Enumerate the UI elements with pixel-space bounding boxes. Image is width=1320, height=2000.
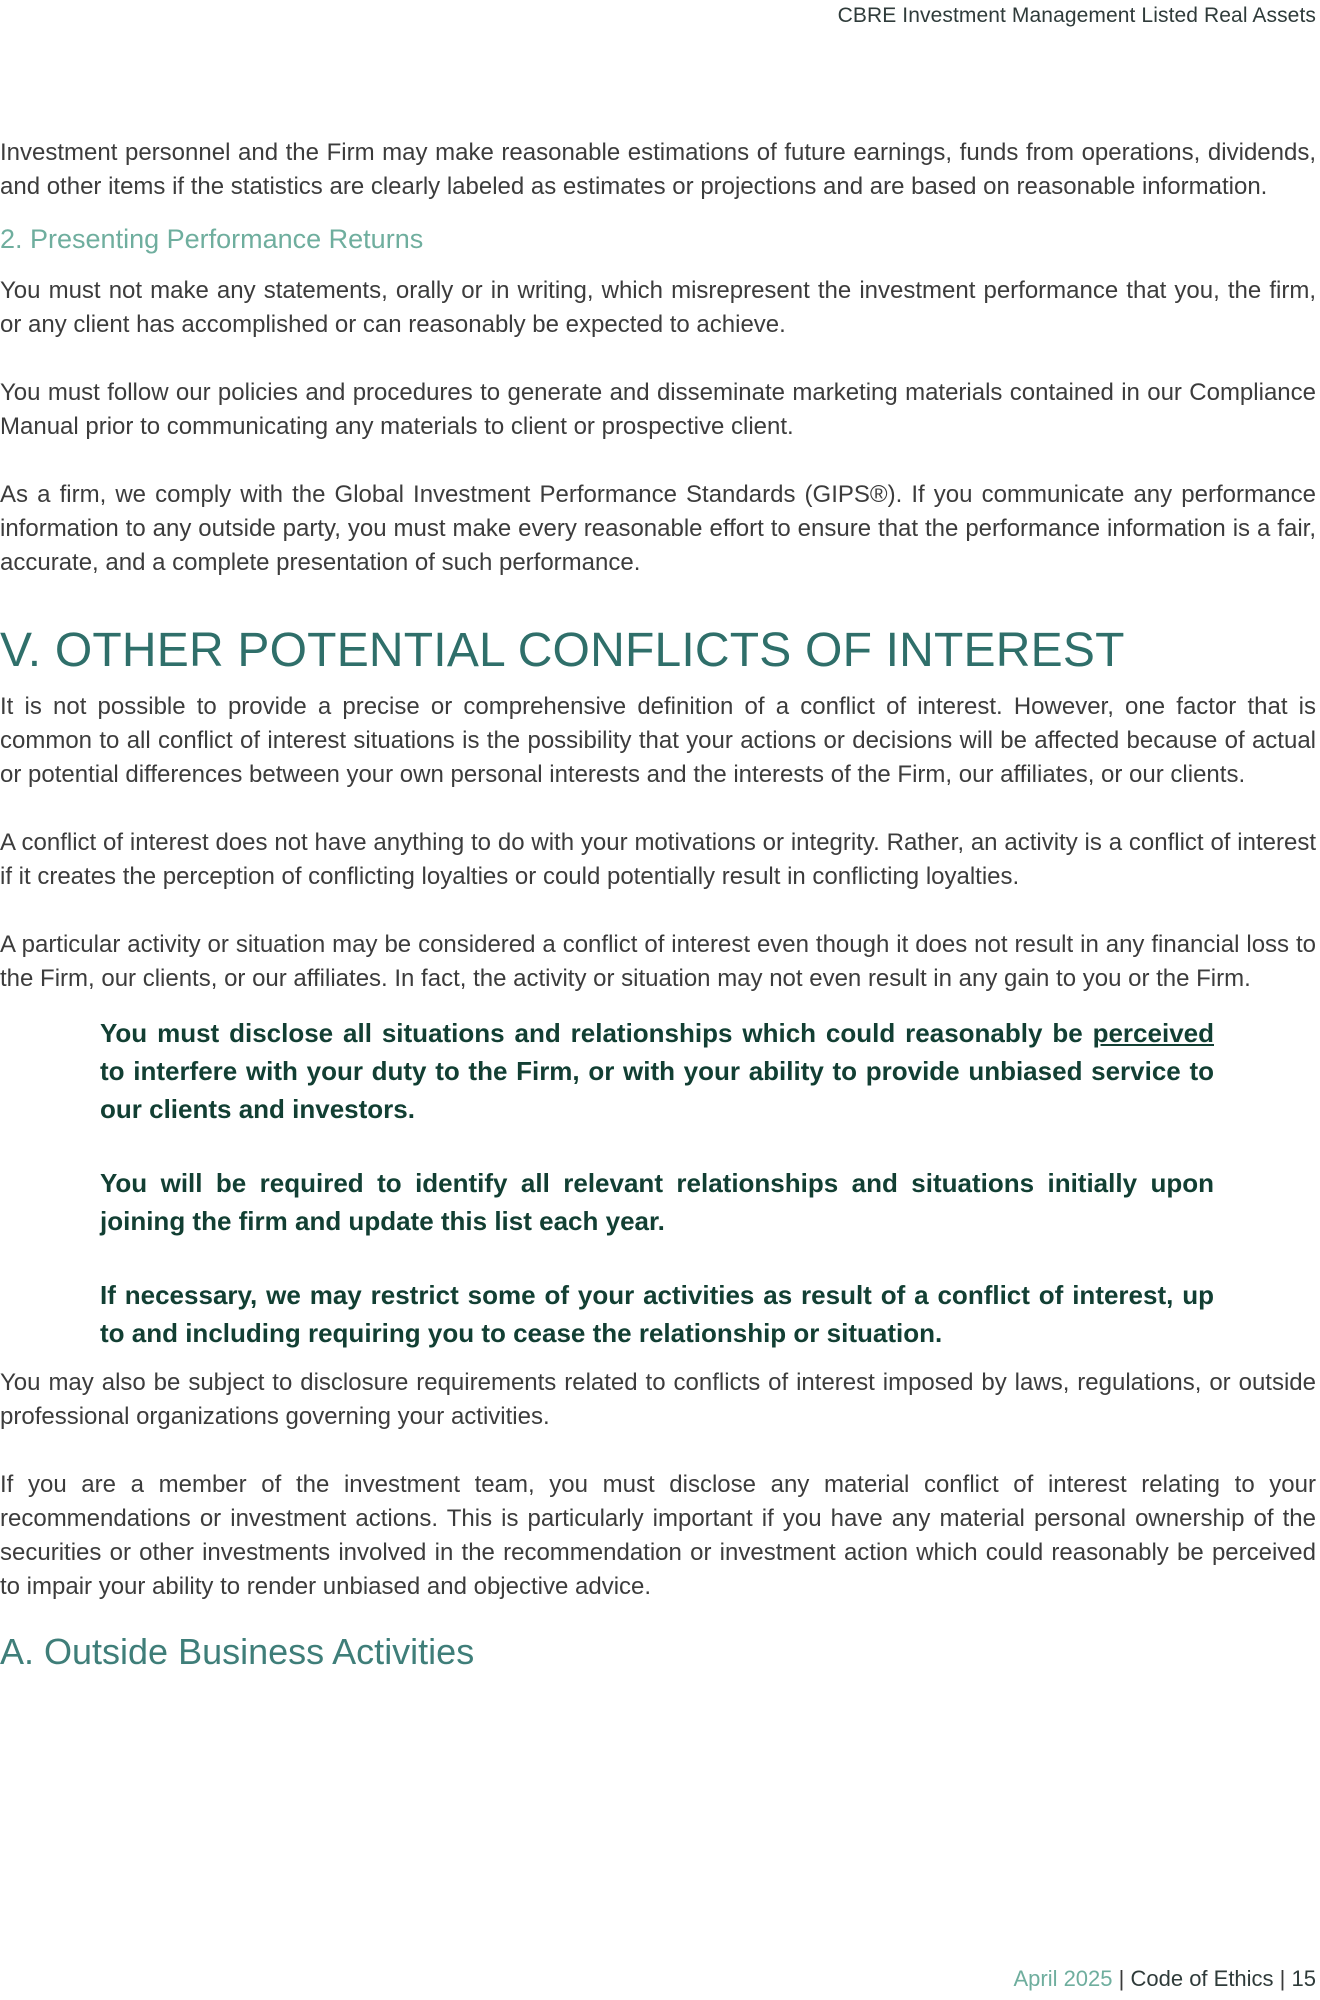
footer-doc-title: Code of Ethics [1130, 1966, 1274, 1991]
performance-paragraph-3: As a firm, we comply with the Global Investment Performance Standards (GIPS®). If you communicate any performance information to any outside party, you must make every reasonable effort to ensure that the performance information is a fair, accurate, and a complete presentation of such performance. [0, 481, 1316, 576]
callout-box [100, 1014, 1214, 1352]
footer-separator-1: | [1112, 1966, 1131, 1991]
callout-p1-underlined: perceived [1092, 1018, 1214, 1048]
footer-page-number: 15 [1291, 1966, 1316, 1991]
callout-p1-after: to interfere with your duty to the Firm, or with your ability to provide unbiased service to our clients and investors. [100, 1056, 1214, 1124]
callout-paragraph-2: You will be required to identify all relevant relationships and situations initially upon joining the firm and update this list each year. [100, 1168, 1214, 1236]
callout-p1-before: You must disclose all situations and relationships which could reasonably be [100, 1018, 1093, 1048]
closing-paragraph-1: You may also be subject to disclosure requirements related to conflicts of interest imposed by laws, regulations, or outside professional organizations governing your activities. [0, 1369, 1316, 1430]
performance-paragraph-2: You must follow our policies and procedures to generate and disseminate marketing materials contained in our Compliance Manual prior to communicating any materials to client or prospective client. [0, 379, 1316, 440]
page-header: CBRE Investment Management Listed Real Assets [837, 4, 1316, 27]
callout-paragraph-3: If necessary, we may restrict some of your activities as result of a conflict of interest, up to and including requiring you to cease the relationship or situation. [100, 1280, 1214, 1348]
page-content [0, 136, 1316, 1674]
closing-paragraph-2: If you are a member of the investment team, you must disclose any material conflict of interest relating to your recommendations or investment actions. This is particularly important if you have any material personal ownership of the securities or other investments involved in the recommendation or investment action which could reasonably be perceived to impair your ability to render unbiased and objective advice. [0, 1471, 1316, 1600]
subheading-presenting-performance-returns: 2. Presenting Performance Returns [0, 224, 424, 254]
conflict-paragraph-3: A particular activity or situation may be considered a conflict of interest even though it does not result in any financial loss to the Firm, our clients, or our affiliates. In fact, the activity or situation may not even result in any gain to you or the Firm. [0, 931, 1316, 992]
conflict-paragraph-1: It is not possible to provide a precise or comprehensive definition of a conflict of interest. However, one factor that is common to all conflict of interest situations is the possibility that your actions or decisions will be affected because of actual or potential differences between your own personal interests and the interests of the Firm, our affiliates, or our clients. [0, 693, 1316, 788]
footer-date: April 2025 [1013, 1966, 1113, 1991]
subsection-a-heading: A. Outside Business Activities [0, 1631, 475, 1672]
performance-paragraph-1: You must not make any statements, orally or in writing, which misrepresent the investment performance that you, the firm, or any client has accomplished or can reasonably be expected to achieve. [0, 277, 1316, 338]
conflict-paragraph-2: A conflict of interest does not have anything to do with your motivations or integrity. Rather, an activity is a conflict of interest if it creates the perception of conflicting loyalties or could potentially result in conflicting loyalties. [0, 829, 1316, 890]
intro-paragraph: Investment personnel and the Firm may make reasonable estimations of future earnings, funds from operations, dividends, and other items if the statistics are clearly labeled as estimates or projections and are based on reasonable information. [0, 139, 1316, 200]
section-v-heading: V. OTHER POTENTIAL CONFLICTS OF INTEREST [0, 624, 1125, 677]
footer-separator-2: | [1273, 1966, 1292, 1991]
page-footer [1013, 1966, 1316, 1992]
callout-paragraph-1 [100, 1014, 1214, 1128]
